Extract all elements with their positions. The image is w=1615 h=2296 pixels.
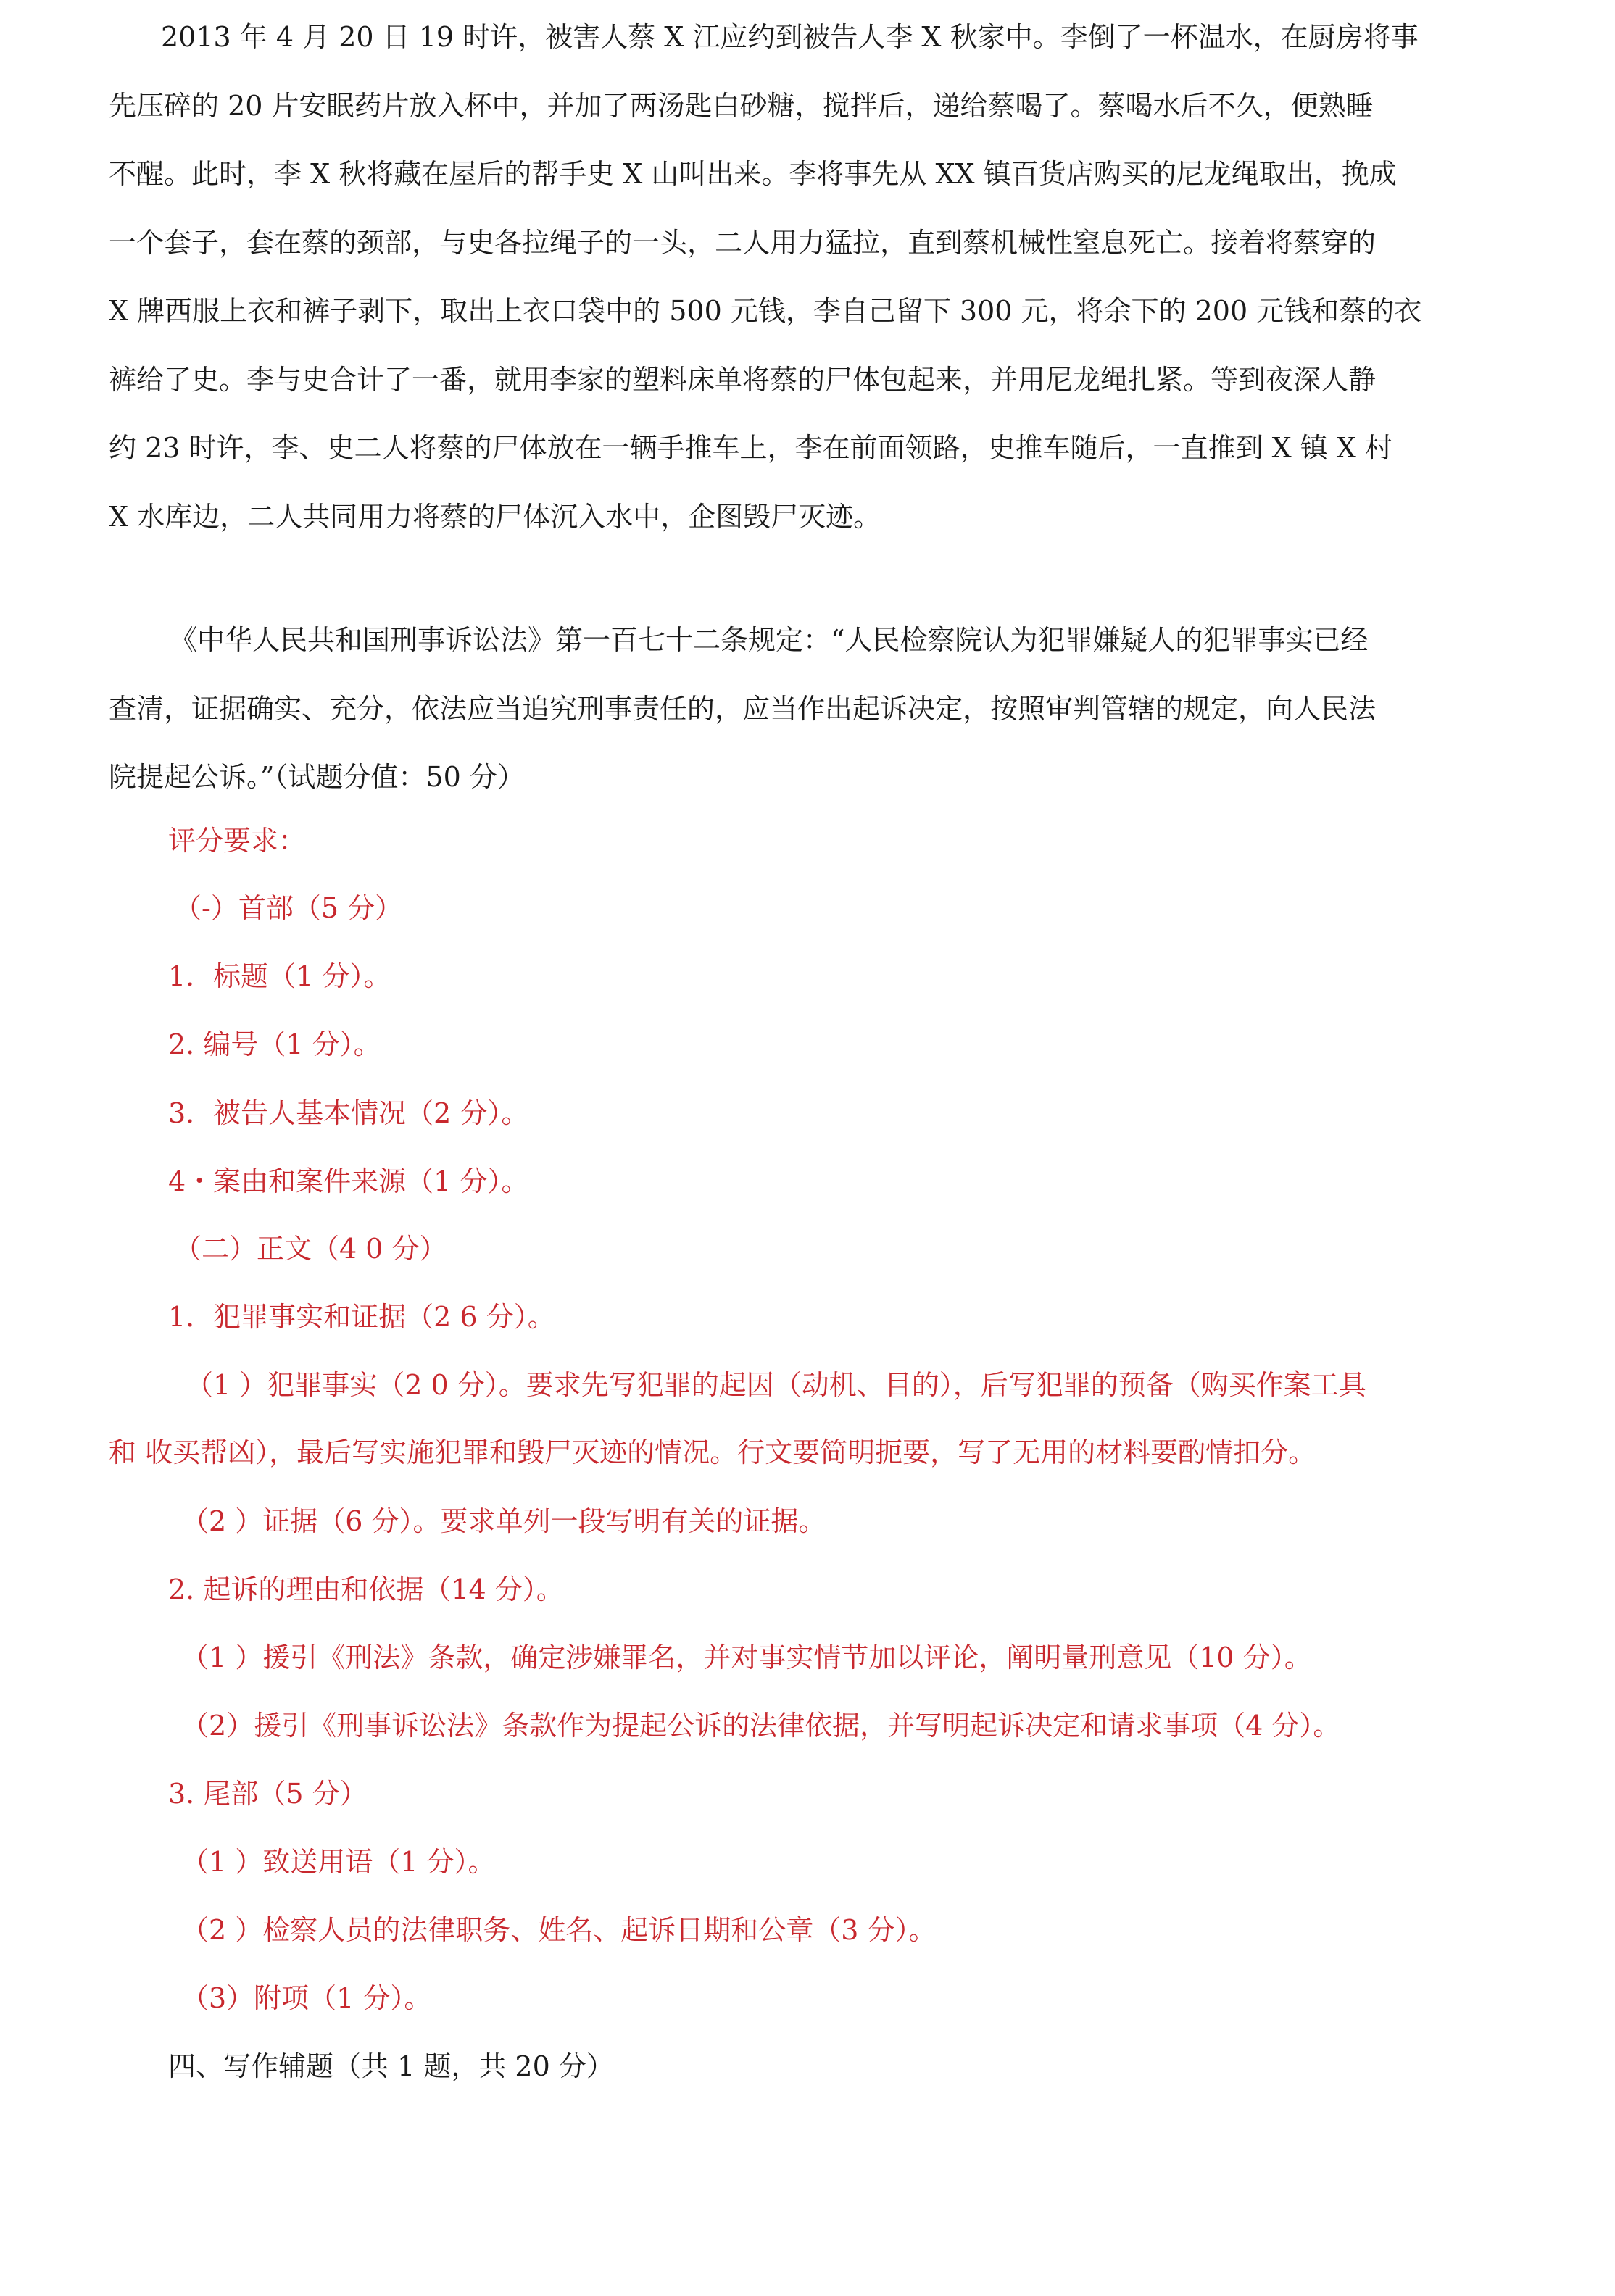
scoring-part2-item1-sub2: （2 ）证据（6 分）。要求单列一段写明有关的证据。 bbox=[181, 1505, 826, 1537]
case-facts-line: 2013 年 4 月 20 日 19 时许，被害人蔡 X 江应约到被告人李 X 秋家中。李倒了一杯温水，在厨房将事 bbox=[161, 21, 1419, 53]
case-facts-paragraph bbox=[109, 3, 1515, 551]
scoring-part2-item1: 1．犯罪事实和证据（2 6 分）。 bbox=[168, 1301, 555, 1333]
scoring-part2-item2-sub2: （2）援引《刑事诉讼法》条款作为提起公诉的法律依据，并写明起诉决定和请求事项（4 分）。 bbox=[181, 1710, 1341, 1742]
scoring-part2-title: （二）正文（4 0 分） bbox=[174, 1233, 447, 1265]
scoring-heading: 评分要求： bbox=[168, 825, 307, 857]
case-facts-line: 约 23 时许，李、史二人将蔡的尸体放在一辆手推车上，李在前面领路，史推车随后，一直推到 X 镇 X 村 bbox=[109, 432, 1392, 464]
case-facts-line: X 牌西服上衣和裤子剥下，取出上衣口袋中的 500 元钱，李自己留下 300 元，将余下的 200 元钱和蔡的衣 bbox=[109, 295, 1422, 327]
case-facts-line: 裤给了史。李与史合计了一番，就用李家的塑料床单将蔡的尸体包起来，并用尼龙绳扎紧。等到夜深人静 bbox=[109, 363, 1377, 396]
scoring-part1-item: 4・案由和案件来源（1 分）。 bbox=[168, 1165, 529, 1197]
scoring-part2-item2-sub1: （1 ）援引《刑法》条款，确定涉嫌罪名，并对事实情节加以评论，阐明量刑意见（10 分）。 bbox=[181, 1642, 1312, 1673]
legal-quote-line: 查清，证据确实、充分，依法应当追究刑事责任的，应当作出起诉决定，按照审判管辖的规定，向人民法 bbox=[109, 692, 1377, 725]
scoring-part1-item: 1．标题（1 分）。 bbox=[168, 960, 391, 992]
next-section-heading: 四、写作辅题（共 1 题，共 20 分） bbox=[168, 2050, 614, 2082]
scoring-part2-item1-sub1: （1 ）犯罪事实（2 0 分）。要求先写犯罪的起因（动机、目的），后写犯罪的预备（购买作案工具 bbox=[186, 1369, 1366, 1401]
scoring-part3-item: （3）附项（1 分）。 bbox=[181, 1982, 432, 2014]
case-facts-line: 先压碎的 20 片安眠药片放入杯中，并加了两汤匙白砂糖，搅拌后，递给蔡喝了。蔡喝水后不久，便熟睡 bbox=[109, 89, 1374, 122]
legal-quote-paragraph bbox=[109, 606, 1515, 812]
scoring-part3-item: （1 ）致送用语（1 分）。 bbox=[181, 1846, 496, 1878]
case-facts-line: 不醒。此时，李 X 秋将藏在屋后的帮手史 X 山叫出来。李将事先从 XX 镇百货店购买的尼龙绳取出，挽成 bbox=[109, 158, 1397, 190]
scoring-part1-item: 2. 编号（1 分）。 bbox=[168, 1028, 381, 1060]
case-facts-line: X 水库边，二人共同用力将蔡的尸体沉入水中，企图毁尸灭迹。 bbox=[109, 500, 881, 533]
scoring-part2-item1-sub1-cont: 和 收买帮凶），最后写实施犯罪和毁尸灭迹的情况。行文要简明扼要，写了无用的材料要酌情扣分。 bbox=[109, 1436, 1316, 1468]
legal-quote-line: 院提起公诉。”（试题分值：50 分） bbox=[109, 761, 525, 793]
legal-quote-line: 《中华人民共和国刑事诉讼法》第一百七十二条规定：“人民检察院认为犯罪嫌疑人的犯罪事实已经 bbox=[170, 624, 1369, 656]
case-facts-line: 一个套子，套在蔡的颈部，与史各拉绳子的一头，二人用力猛拉，直到蔡机械性窒息死亡。接着将蔡穿的 bbox=[109, 226, 1377, 259]
scoring-part3-item: （2 ）检察人员的法律职务、姓名、起诉日期和公章（3 分）。 bbox=[181, 1914, 937, 1946]
scoring-part1-title: （-）首部（5 分） bbox=[174, 892, 403, 924]
scoring-part3-title: 3. 尾部（5 分） bbox=[168, 1778, 368, 1810]
scoring-part1-item: 3．被告人基本情况（2 分）。 bbox=[168, 1097, 529, 1129]
scoring-part2-item2: 2. 起诉的理由和依据（14 分）。 bbox=[168, 1573, 564, 1605]
